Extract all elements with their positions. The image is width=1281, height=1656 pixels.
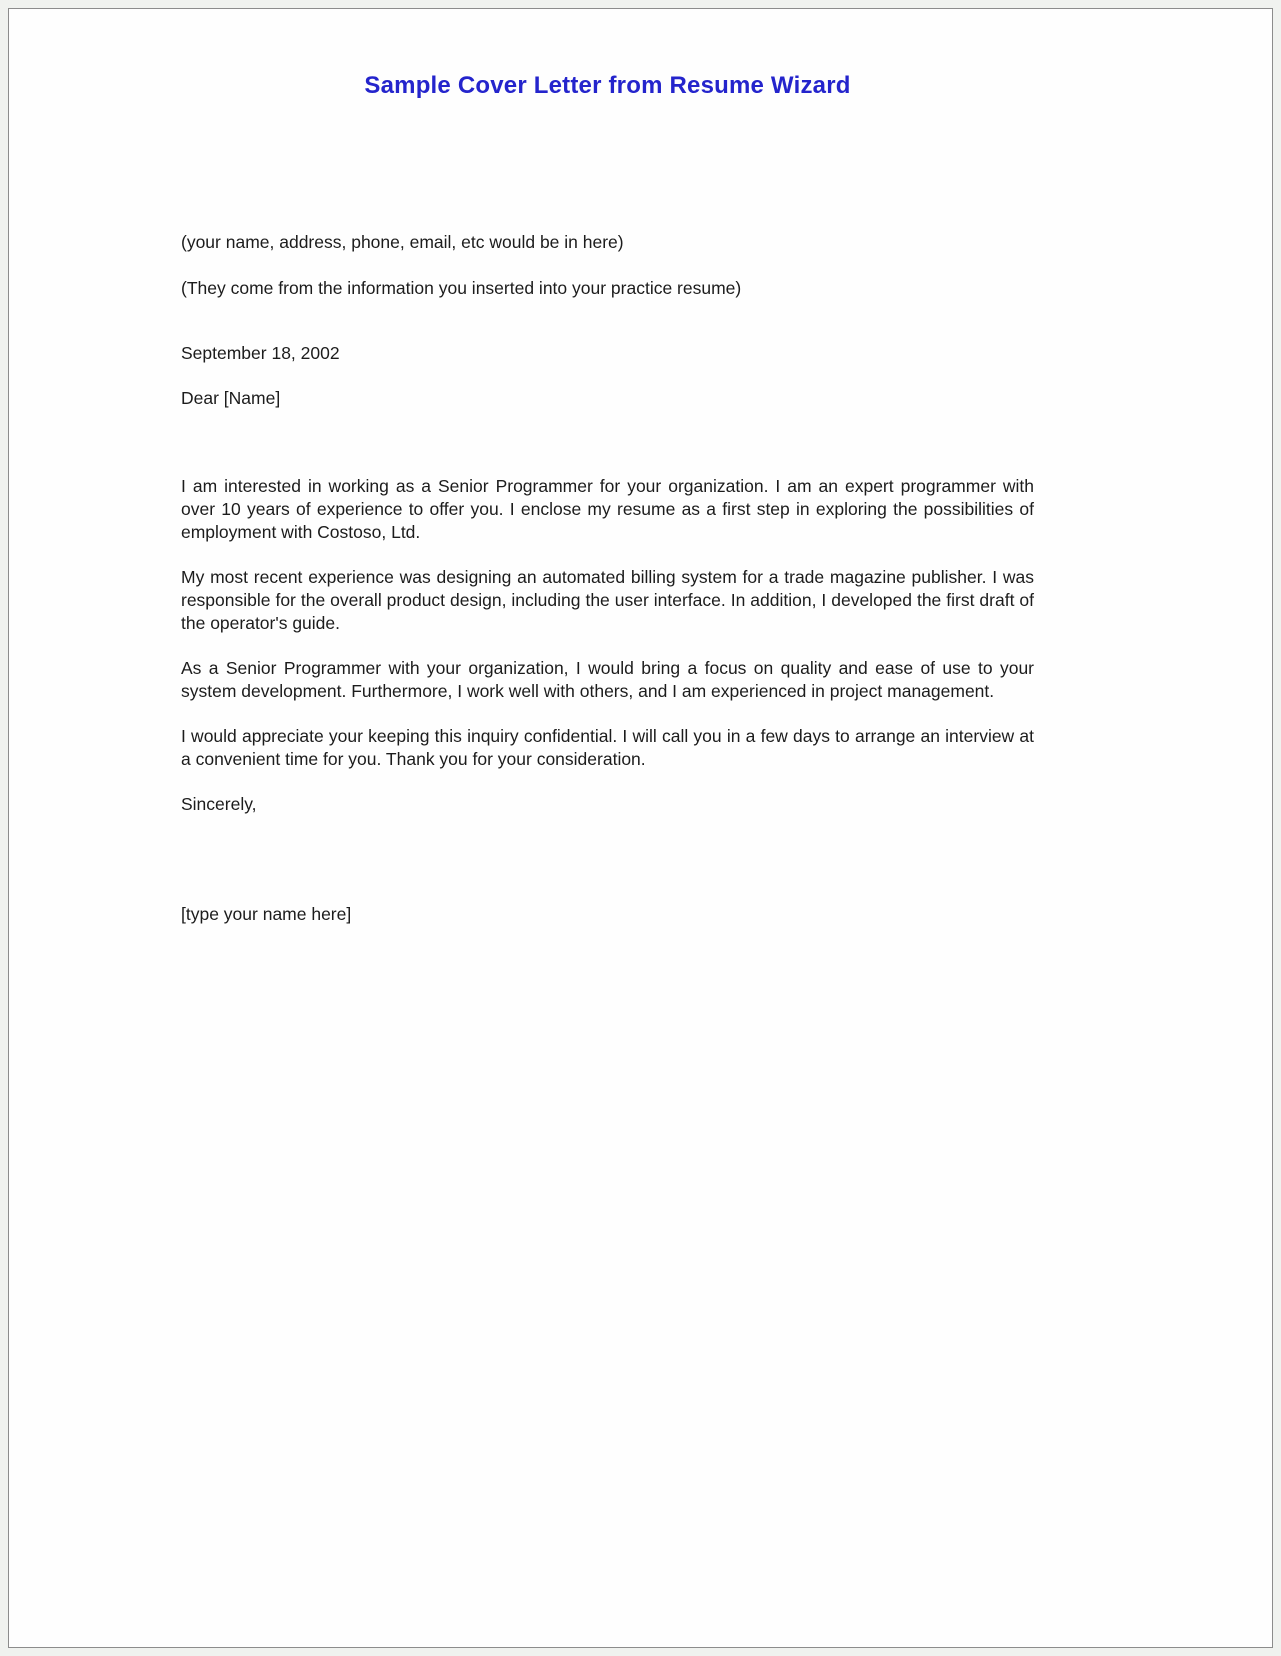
signature-placeholder: [type your name here] xyxy=(181,904,352,924)
letter-paragraph-1: I am interested in working as a Senior Programmer for your organization. I am an expert programmer with over 10 years of experience to offer you. I enclose my resume as a first step in exploring the possibilities of employment with Costoso, Ltd. xyxy=(181,476,1034,542)
document-page xyxy=(8,8,1273,1648)
letter-paragraph-3: As a Senior Programmer with your organization, I would bring a focus on quality and ease of use to your system development. Furthermore, I work well with others, and I am experienced in project management. xyxy=(181,658,1034,701)
contact-info-placeholder: (your name, address, phone, email, etc would be in here) xyxy=(181,232,624,252)
letter-date: September 18, 2002 xyxy=(181,343,340,363)
contact-info-note: (They come from the information you inserted into your practice resume) xyxy=(181,278,742,298)
letter-content xyxy=(181,71,1034,926)
document-title: Sample Cover Letter from Resume Wizard xyxy=(364,72,851,99)
letter-paragraph-2: My most recent experience was designing an automated billing system for a trade magazine publisher. I was responsible for the overall product design, including the user interface. In addition, I developed the first draft of the operator's guide. xyxy=(181,567,1034,633)
letter-salutation: Dear [Name] xyxy=(181,388,281,408)
letter-closing: Sincerely, xyxy=(181,794,257,814)
letter-paragraph-4: I would appreciate your keeping this inquiry confidential. I will call you in a few days to arrange an interview at a convenient time for you. Thank you for your consideration. xyxy=(181,726,1034,769)
